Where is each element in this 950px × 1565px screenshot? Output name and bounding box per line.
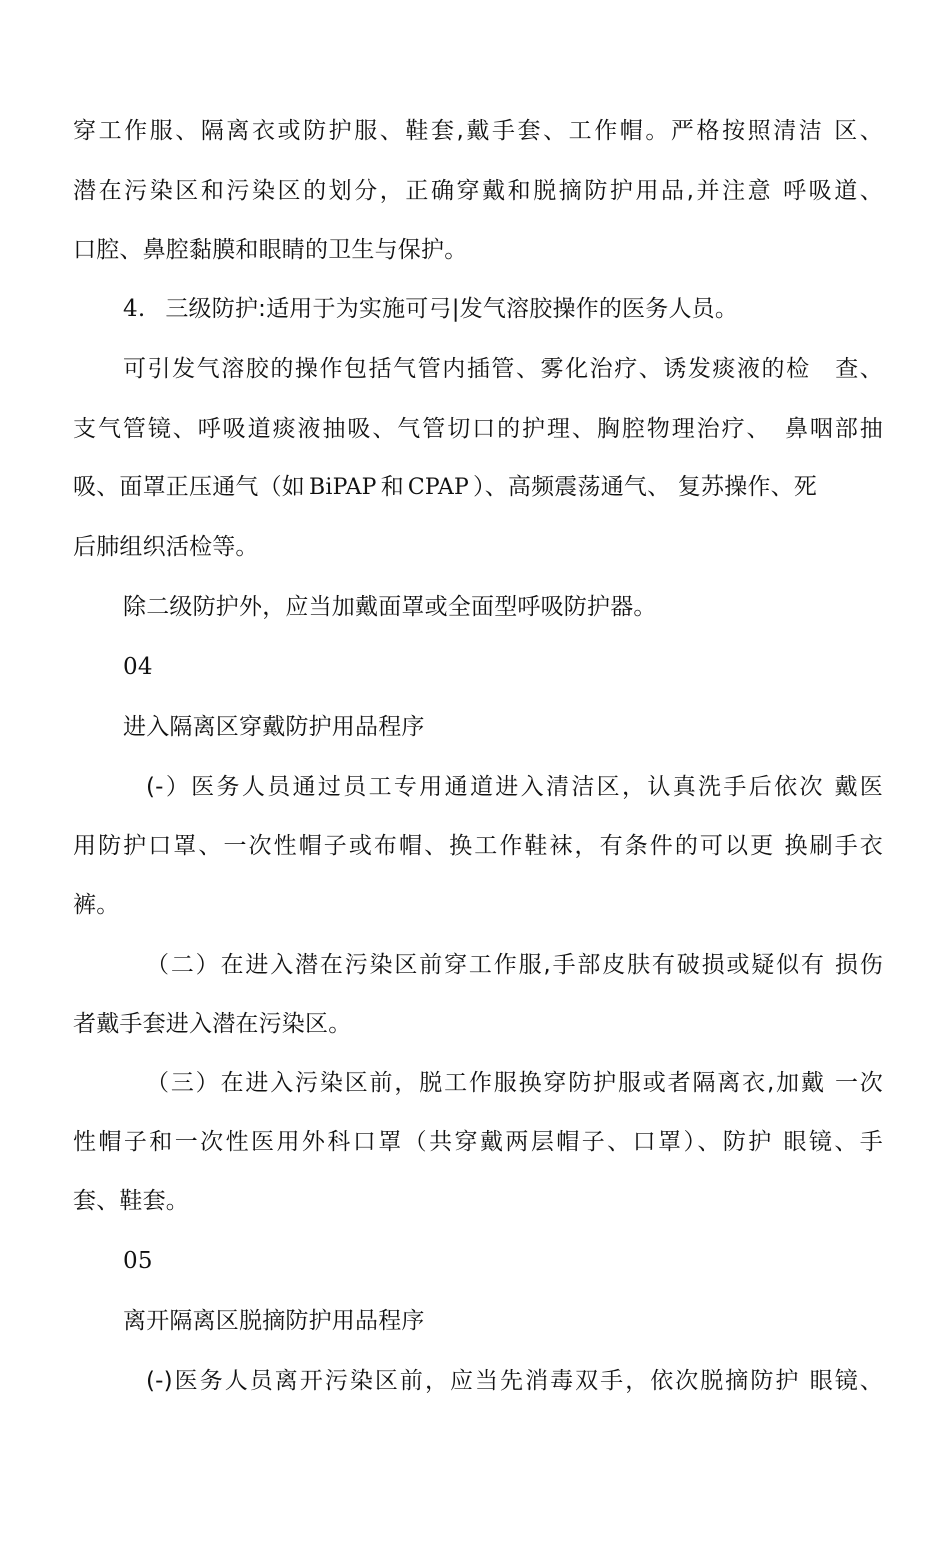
text-run: ）、高频震荡通气、 复苏操作、死 (473, 474, 818, 500)
paragraph-line: 可引发气溶胶的操作包括气管内插管、雾化治疗、诱发痰液的检 查、 (123, 356, 883, 382)
section-number: 05 (123, 1248, 153, 1274)
paragraph-line: (-）医务人员通过员工专用通道进入清洁区，认真洗手后依次 戴医 (146, 774, 883, 800)
paragraph-line: 后肺组织活检等。 (73, 534, 259, 560)
term-cpap: CPAP (407, 475, 469, 500)
paragraph-line: 潜在污染区和污染区的划分，正确穿戴和脱摘防护用品,并注意 呼吸道、 (73, 178, 883, 204)
section-title: 离开隔离区脱摘防护用品程序 (123, 1308, 425, 1334)
paragraph-line: 者戴手套进入潜在污染区。 (73, 1011, 352, 1037)
paragraph-line: 口腔、鼻腔黏膜和眼睛的卫生与保护。 (73, 237, 468, 263)
paragraph-line: 套、鞋套。 (73, 1188, 189, 1214)
paragraph-line: 用防护口罩、一次性帽子或布帽、换工作鞋袜，有条件的可以更 换刷手衣 (73, 833, 883, 859)
list-item-4 (123, 292, 883, 326)
list-item-number: 4. (123, 296, 146, 322)
paragraph-line (73, 470, 883, 504)
section-number: 04 (123, 654, 153, 680)
paragraph-line: (-)医务人员离开污染区前，应当先消毒双手，依次脱摘防护 眼镜、 (146, 1368, 883, 1394)
list-item-text: 三级防护:适用于为实施可弓|发气溶胶操作的医务人员。 (165, 296, 739, 322)
paragraph-line: 穿工作服、隔离衣或防护服、鞋套,戴手套、工作帽。严格按照清洁 区、 (73, 118, 883, 144)
paragraph-line: （三）在进入污染区前，脱工作服换穿防护服或者隔离衣,加戴 一次 (146, 1070, 883, 1096)
term-bipap: BiPAP (309, 475, 377, 500)
paragraph-line: （二）在进入潜在污染区前穿工作服,手部皮肤有破损或疑似有 损伤 (146, 952, 883, 978)
paragraph-line: 性帽子和一次性医用外科口罩（共穿戴两层帽子、口罩）、防护 眼镜、手 (73, 1129, 883, 1155)
paragraph-line: 裤。 (73, 892, 120, 918)
paragraph-line: 除二级防护外，应当加戴面罩或全面型呼吸防护器。 (123, 594, 657, 620)
paragraph-line: 支气管镜、呼吸道痰液抽吸、气管切口的护理、胸腔物理治疗、 鼻咽部抽 (73, 416, 883, 442)
text-run: 吸、面罩正压通气（如 (73, 474, 305, 500)
text-run: 和 (380, 474, 404, 500)
section-title: 进入隔离区穿戴防护用品程序 (123, 714, 425, 740)
